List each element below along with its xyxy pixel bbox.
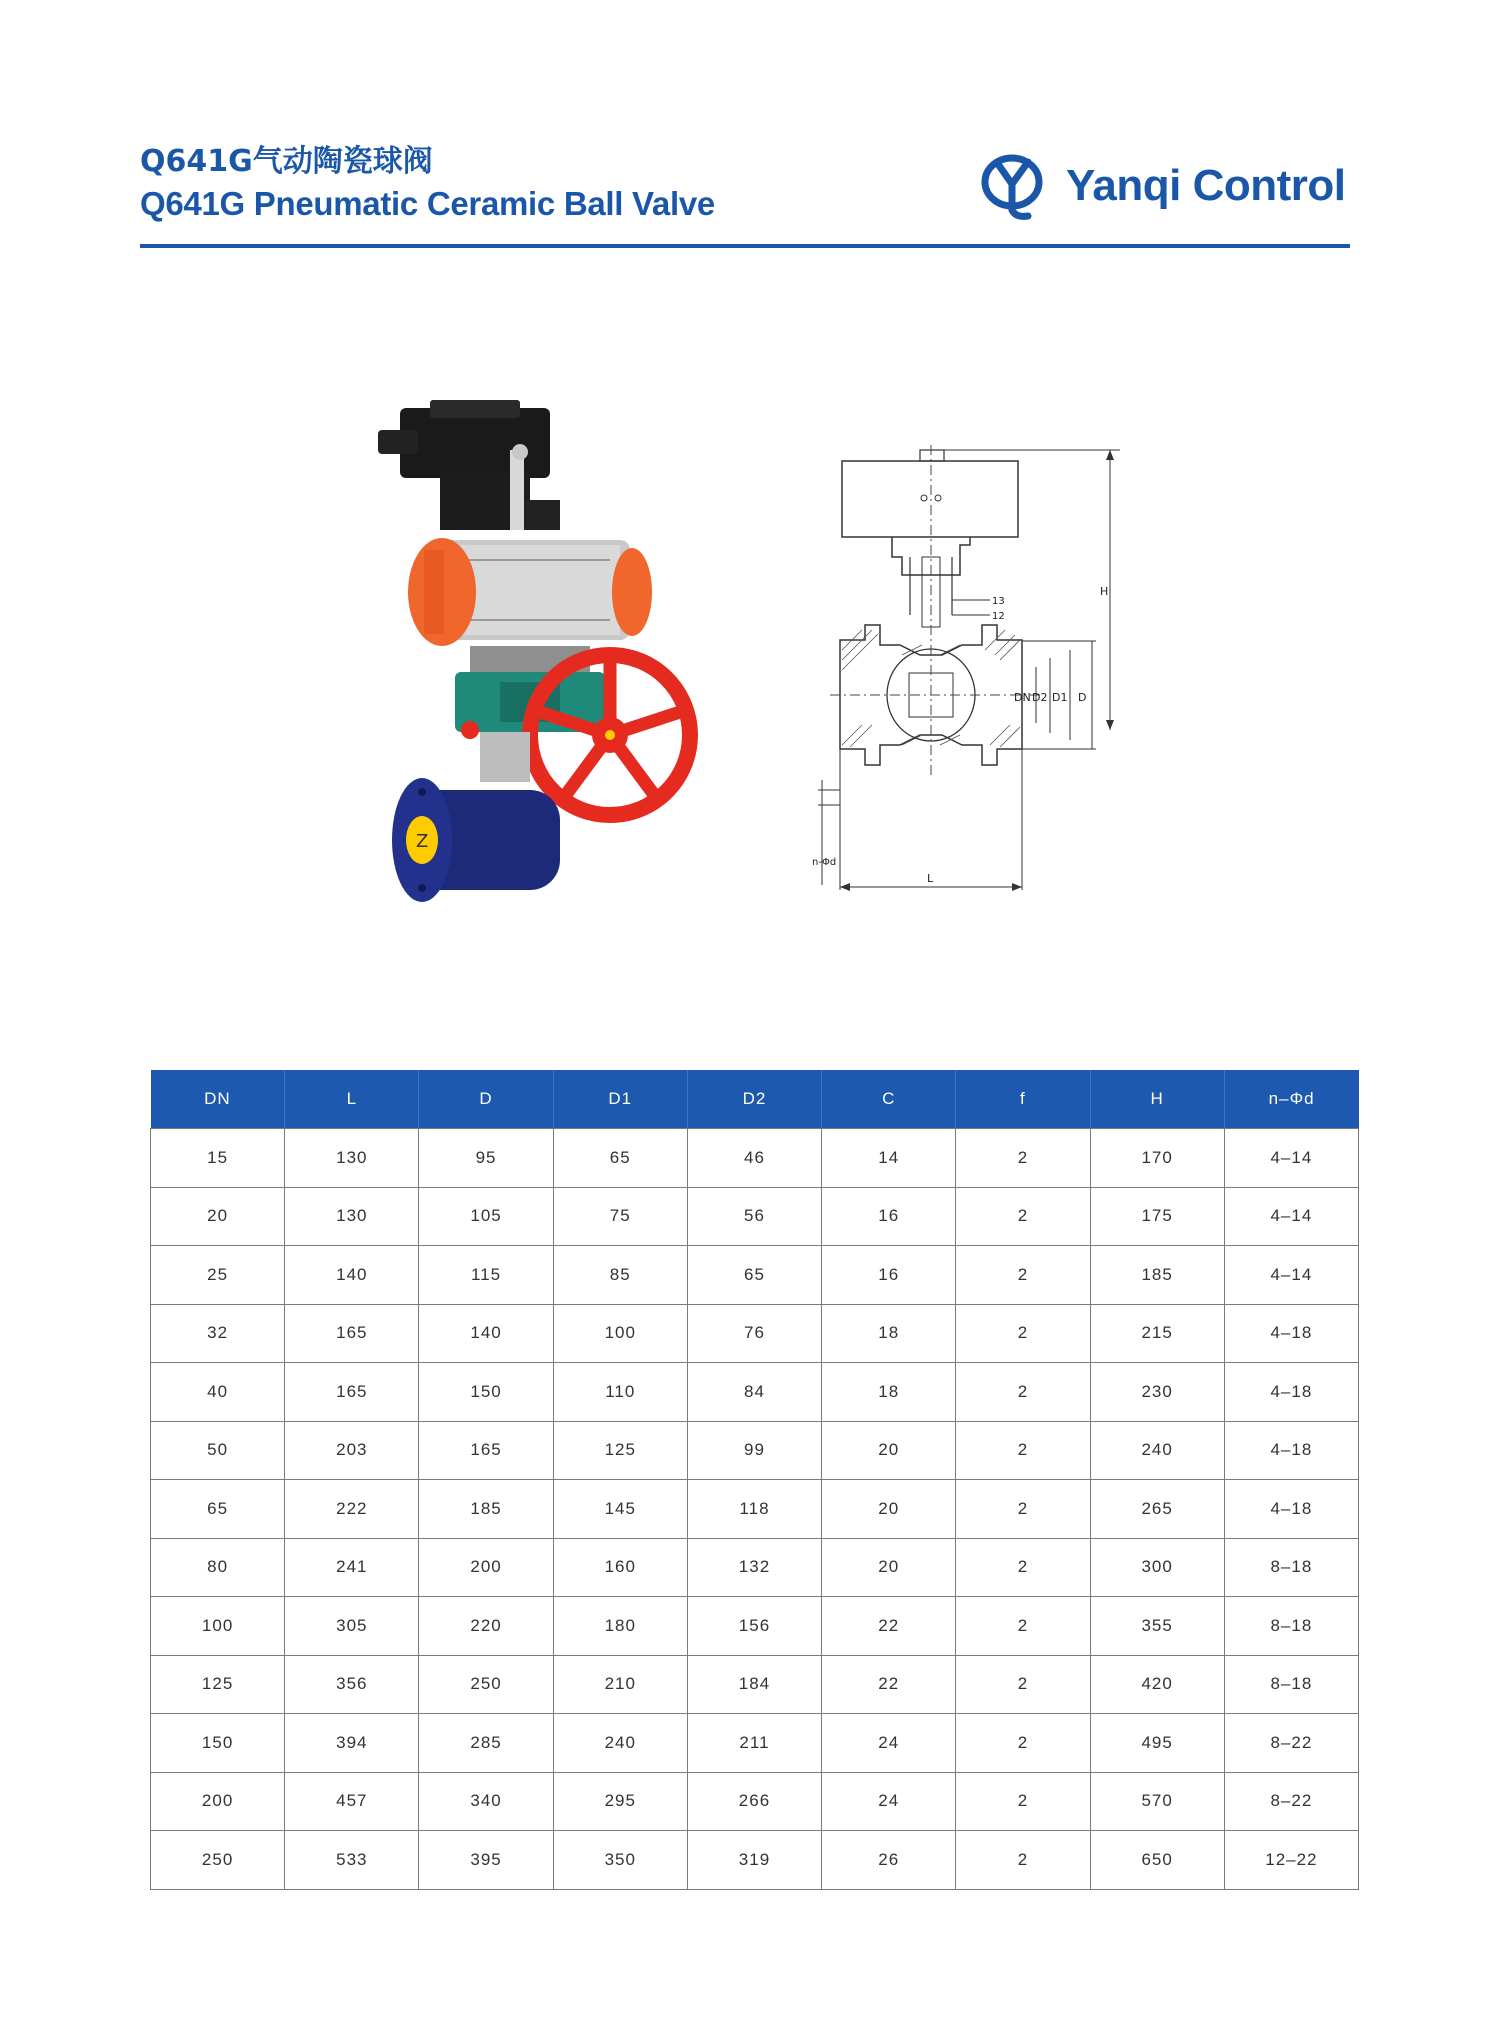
table-cell: 175 xyxy=(1090,1187,1224,1246)
table-cell: 241 xyxy=(285,1538,419,1597)
table-cell: 2 xyxy=(956,1538,1090,1597)
table-cell: 8–22 xyxy=(1224,1714,1358,1773)
table-cell: 18 xyxy=(822,1363,956,1422)
table-cell: 295 xyxy=(553,1772,687,1831)
table-cell: 99 xyxy=(687,1421,821,1480)
table-cell: 95 xyxy=(419,1129,553,1188)
callout-13-label: 13 xyxy=(992,596,1005,607)
column-header: n–Φd xyxy=(1224,1070,1358,1129)
column-header: DN xyxy=(151,1070,285,1129)
table-cell: 85 xyxy=(553,1246,687,1305)
dim-n-phi-d-label: n-Φd xyxy=(812,857,837,868)
table-cell: 2 xyxy=(956,1304,1090,1363)
svg-text:Z: Z xyxy=(416,831,429,852)
table-cell: 355 xyxy=(1090,1597,1224,1656)
table-cell: 4–18 xyxy=(1224,1480,1358,1539)
table-cell: 100 xyxy=(553,1304,687,1363)
table-cell: 156 xyxy=(687,1597,821,1656)
table-cell: 170 xyxy=(1090,1129,1224,1188)
table-cell: 300 xyxy=(1090,1538,1224,1597)
column-header: D xyxy=(419,1070,553,1129)
column-header: H xyxy=(1090,1070,1224,1129)
table-cell: 115 xyxy=(419,1246,553,1305)
table-row xyxy=(151,1480,1359,1539)
dim-d2-label: D2 xyxy=(1032,691,1048,704)
table-row xyxy=(151,1597,1359,1656)
table-cell: 200 xyxy=(151,1772,285,1831)
table-cell: 185 xyxy=(1090,1246,1224,1305)
table-header-row xyxy=(151,1070,1359,1129)
title-chinese: Q641G气动陶瓷球阀 xyxy=(140,144,433,179)
table-cell: 16 xyxy=(822,1246,956,1305)
table-cell: 125 xyxy=(553,1421,687,1480)
table-row xyxy=(151,1714,1359,1773)
table-cell: 215 xyxy=(1090,1304,1224,1363)
table-row xyxy=(151,1363,1359,1422)
dimension-table xyxy=(150,1070,1359,1890)
positioner-icon xyxy=(378,400,560,530)
table-cell: 26 xyxy=(822,1831,956,1890)
dimension-drawing xyxy=(810,445,1230,905)
table-cell: 340 xyxy=(419,1772,553,1831)
table-cell: 12–22 xyxy=(1224,1831,1358,1890)
brand xyxy=(978,150,1346,222)
table-cell: 20 xyxy=(822,1538,956,1597)
table-cell: 165 xyxy=(419,1421,553,1480)
table-cell: 75 xyxy=(553,1187,687,1246)
table-cell: 15 xyxy=(151,1129,285,1188)
table-cell: 356 xyxy=(285,1655,419,1714)
table-cell: 165 xyxy=(285,1363,419,1422)
table-cell: 130 xyxy=(285,1187,419,1246)
dim-l-label: L xyxy=(927,872,934,885)
table-cell: 24 xyxy=(822,1772,956,1831)
column-header: D2 xyxy=(687,1070,821,1129)
table-cell: 25 xyxy=(151,1246,285,1305)
table-cell: 132 xyxy=(687,1538,821,1597)
table-cell: 230 xyxy=(1090,1363,1224,1422)
table-cell: 22 xyxy=(822,1597,956,1656)
table-cell: 50 xyxy=(151,1421,285,1480)
table-cell: 350 xyxy=(553,1831,687,1890)
table-cell: 4–18 xyxy=(1224,1363,1358,1422)
table-cell: 65 xyxy=(553,1129,687,1188)
table-cell: 84 xyxy=(687,1363,821,1422)
table-row xyxy=(151,1538,1359,1597)
table-cell: 2 xyxy=(956,1597,1090,1656)
dim-dn-label: DN xyxy=(1014,691,1031,704)
table-row xyxy=(151,1304,1359,1363)
table-cell: 420 xyxy=(1090,1655,1224,1714)
table-row xyxy=(151,1831,1359,1890)
table-cell: 56 xyxy=(687,1187,821,1246)
table-cell: 80 xyxy=(151,1538,285,1597)
table-cell: 65 xyxy=(151,1480,285,1539)
table-cell: 8–18 xyxy=(1224,1655,1358,1714)
table-cell: 4–18 xyxy=(1224,1421,1358,1480)
handwheel-icon xyxy=(530,655,690,815)
column-header: L xyxy=(285,1070,419,1129)
dim-h-label: H xyxy=(1100,585,1109,598)
table-row xyxy=(151,1655,1359,1714)
table-cell: 240 xyxy=(553,1714,687,1773)
table-cell: 145 xyxy=(553,1480,687,1539)
table-cell: 125 xyxy=(151,1655,285,1714)
table-cell: 184 xyxy=(687,1655,821,1714)
header-divider xyxy=(140,244,1350,248)
table-cell: 495 xyxy=(1090,1714,1224,1773)
table-cell: 250 xyxy=(151,1831,285,1890)
table-cell: 4–14 xyxy=(1224,1246,1358,1305)
table-cell: 222 xyxy=(285,1480,419,1539)
table-cell: 8–18 xyxy=(1224,1538,1358,1597)
table-cell: 265 xyxy=(1090,1480,1224,1539)
table-cell: 4–18 xyxy=(1224,1304,1358,1363)
table-cell: 20 xyxy=(822,1421,956,1480)
pneumatic-actuator-icon xyxy=(408,538,652,646)
table-cell: 319 xyxy=(687,1831,821,1890)
table-cell: 650 xyxy=(1090,1831,1224,1890)
table-cell: 2 xyxy=(956,1772,1090,1831)
table-cell: 2 xyxy=(956,1187,1090,1246)
table-cell: 16 xyxy=(822,1187,956,1246)
table-cell: 2 xyxy=(956,1363,1090,1422)
table-cell: 200 xyxy=(419,1538,553,1597)
table-cell: 40 xyxy=(151,1363,285,1422)
table-cell: 2 xyxy=(956,1714,1090,1773)
table-cell: 20 xyxy=(151,1187,285,1246)
column-header: f xyxy=(956,1070,1090,1129)
table-cell: 110 xyxy=(553,1363,687,1422)
table-cell: 2 xyxy=(956,1246,1090,1305)
table-row xyxy=(151,1187,1359,1246)
callout-12-label: 12 xyxy=(992,611,1005,622)
table-cell: 285 xyxy=(419,1714,553,1773)
table-cell: 22 xyxy=(822,1655,956,1714)
table-cell: 180 xyxy=(553,1597,687,1656)
table-cell: 130 xyxy=(285,1129,419,1188)
table-cell: 185 xyxy=(419,1480,553,1539)
table-row xyxy=(151,1129,1359,1188)
table-cell: 211 xyxy=(687,1714,821,1773)
table-cell: 76 xyxy=(687,1304,821,1363)
table-cell: 240 xyxy=(1090,1421,1224,1480)
dim-d1-label: D1 xyxy=(1052,691,1068,704)
table-cell: 394 xyxy=(285,1714,419,1773)
table-cell: 570 xyxy=(1090,1772,1224,1831)
table-cell: 2 xyxy=(956,1655,1090,1714)
product-photo xyxy=(370,400,730,920)
table-cell: 160 xyxy=(553,1538,687,1597)
table-cell: 100 xyxy=(151,1597,285,1656)
table-cell: 250 xyxy=(419,1655,553,1714)
table-cell: 65 xyxy=(687,1246,821,1305)
table-cell: 2 xyxy=(956,1831,1090,1890)
table-cell: 105 xyxy=(419,1187,553,1246)
table-cell: 46 xyxy=(687,1129,821,1188)
table-cell: 140 xyxy=(419,1304,553,1363)
table-row xyxy=(151,1246,1359,1305)
table-cell: 150 xyxy=(419,1363,553,1422)
table-cell: 305 xyxy=(285,1597,419,1656)
title-english: Q641G Pneumatic Ceramic Ball Valve xyxy=(140,185,715,222)
table-cell: 2 xyxy=(956,1129,1090,1188)
table-cell: 203 xyxy=(285,1421,419,1480)
table-cell: 4–14 xyxy=(1224,1187,1358,1246)
table-cell: 2 xyxy=(956,1480,1090,1539)
table-cell: 210 xyxy=(553,1655,687,1714)
table-cell: 4–14 xyxy=(1224,1129,1358,1188)
brand-name: Yanqi Control xyxy=(1066,161,1346,210)
table-cell: 24 xyxy=(822,1714,956,1773)
table-cell: 395 xyxy=(419,1831,553,1890)
table-cell: 18 xyxy=(822,1304,956,1363)
table-cell: 165 xyxy=(285,1304,419,1363)
table-cell: 8–18 xyxy=(1224,1597,1358,1656)
table-cell: 20 xyxy=(822,1480,956,1539)
table-cell: 8–22 xyxy=(1224,1772,1358,1831)
table-cell: 220 xyxy=(419,1597,553,1656)
table-cell: 14 xyxy=(822,1129,956,1188)
table-cell: 266 xyxy=(687,1772,821,1831)
table-cell: 457 xyxy=(285,1772,419,1831)
table-row xyxy=(151,1421,1359,1480)
table-cell: 32 xyxy=(151,1304,285,1363)
table-cell: 140 xyxy=(285,1246,419,1305)
table-cell: 533 xyxy=(285,1831,419,1890)
table-row xyxy=(151,1772,1359,1831)
column-header: D1 xyxy=(553,1070,687,1129)
column-header: C xyxy=(822,1070,956,1129)
brand-logo-icon xyxy=(978,150,1050,222)
table-cell: 118 xyxy=(687,1480,821,1539)
table-cell: 2 xyxy=(956,1421,1090,1480)
title-block xyxy=(140,142,715,226)
dim-d-label: D xyxy=(1078,691,1087,704)
table-cell: 150 xyxy=(151,1714,285,1773)
